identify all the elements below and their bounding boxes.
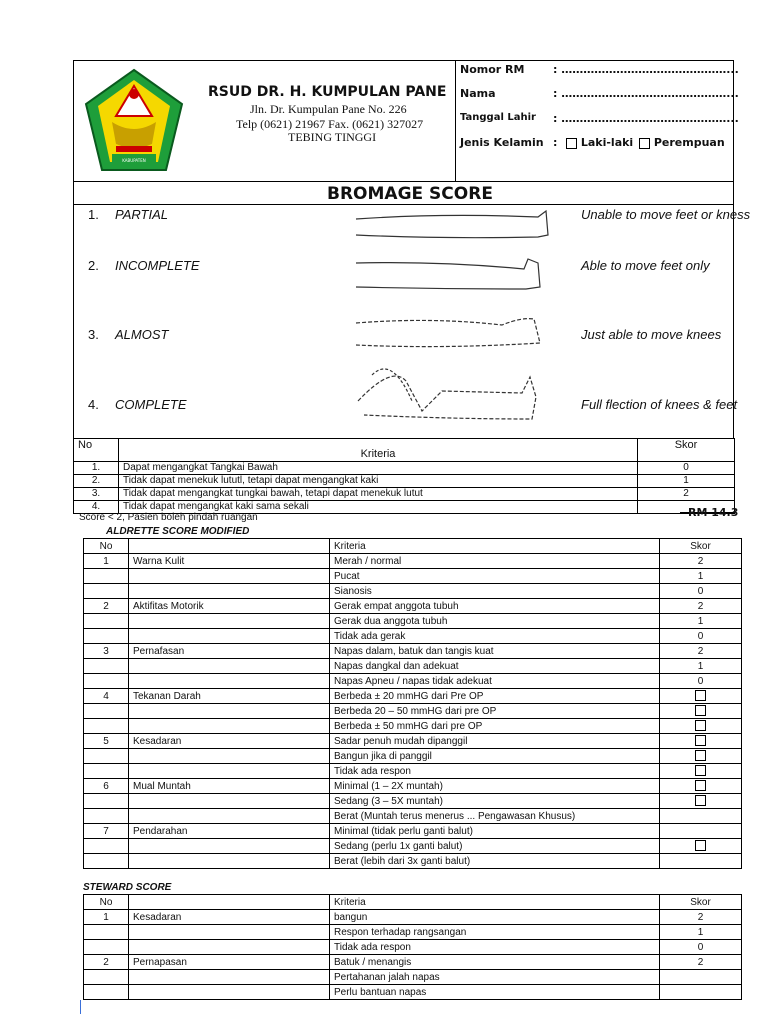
aldrette-head-skor: Skor: [660, 539, 742, 554]
aldrette-row-11-item: [129, 704, 330, 719]
aldrette-row-10-skor[interactable]: [660, 689, 742, 704]
score-checkbox[interactable]: [695, 735, 706, 746]
bromage-desc-3: Just able to move knees: [581, 327, 722, 342]
score-checkbox[interactable]: [695, 705, 706, 716]
bromage-name-3: ALMOST: [115, 327, 169, 342]
steward-row-2-kriteria: Respon terhadap rangsangan: [330, 925, 660, 940]
bromage-criteria-table: [73, 438, 735, 514]
patient-label-gender: Jenis Kelamin: [460, 136, 544, 149]
svg-text:KABUPATEN: KABUPATEN: [122, 158, 146, 163]
steward-row-5-no: [84, 970, 129, 985]
bromage-row-3-skor: 2: [638, 488, 735, 501]
aldrette-row-7-kriteria: Napas dalam, batuk dan tangis kuat: [330, 644, 660, 659]
aldrette-row: [84, 719, 742, 734]
steward-head-item: [129, 895, 330, 910]
aldrette-row-8-kriteria: Napas dangkal dan adekuat: [330, 659, 660, 674]
steward-row-1-kriteria: bangun: [330, 910, 660, 925]
aldrette-row: [84, 824, 742, 839]
patient-field-rm[interactable]: : ………………………………………...: [553, 63, 739, 76]
bromage-note: Score < 2, Pasien boleh pindah ruangan: [79, 512, 258, 523]
aldrette-row-11-kriteria: Berbeda 20 – 50 mmHG dari pre OP: [330, 704, 660, 719]
aldrette-row: [84, 599, 742, 614]
aldrette-row-3-no: [84, 584, 129, 599]
aldrette-row-4-no: 2: [84, 599, 129, 614]
aldrette-row-10-item: Tekanan Darah: [129, 689, 330, 704]
aldrette-row-19-skor: [660, 824, 742, 839]
aldrette-row-17-item: [129, 794, 330, 809]
bromage-head-kriteria: Kriteria: [119, 439, 638, 462]
aldrette-row-12-skor[interactable]: [660, 719, 742, 734]
score-checkbox[interactable]: [695, 780, 706, 791]
aldrette-row-18-kriteria: Berat (Muntah terus menerus ... Pengawasan Khusus): [330, 809, 660, 824]
steward-row-5-kriteria: Pertahanan jalah napas: [330, 970, 660, 985]
steward-row: [84, 970, 742, 985]
bromage-row-3-kriteria: Tidak dapat mengangkat tungkai bawah, tetapi dapat menekuk lutut: [119, 488, 638, 501]
bromage-row-2-skor: 1: [638, 475, 735, 488]
aldrette-head-no: No: [84, 539, 129, 554]
gender-male-option[interactable]: [566, 136, 633, 149]
aldrette-row-17-no: [84, 794, 129, 809]
hospital-city: TEBING TINGGI: [288, 130, 377, 144]
aldrette-row-15-kriteria: Tidak ada respon: [330, 764, 660, 779]
aldrette-row-5-item: [129, 614, 330, 629]
bromage-head-no: No: [74, 439, 119, 462]
aldrette-row-8-no: [84, 659, 129, 674]
steward-row-1-item: Kesadaran: [129, 910, 330, 925]
aldrette-row: [84, 764, 742, 779]
bromage-name-4: COMPLETE: [115, 397, 187, 412]
aldrette-row-8-skor: 1: [660, 659, 742, 674]
hospital-logo: [82, 66, 186, 176]
header-divider: [455, 60, 456, 182]
aldrette-row: [84, 629, 742, 644]
bromage-row-1-no: 1.: [74, 462, 119, 475]
aldrette-row-3-skor: 0: [660, 584, 742, 599]
aldrette-row-13-kriteria: Sadar penuh mudah dipanggil: [330, 734, 660, 749]
aldrette-row: [84, 554, 742, 569]
steward-row-6-kriteria: Perlu bantuan napas: [330, 985, 660, 1000]
steward-row: [84, 955, 742, 970]
steward-row-4-skor: 2: [660, 955, 742, 970]
aldrette-row: [84, 644, 742, 659]
aldrette-row-13-no: 5: [84, 734, 129, 749]
aldrette-row-5-kriteria: Gerak dua anggota tubuh: [330, 614, 660, 629]
aldrette-row-20-item: [129, 839, 330, 854]
aldrette-row-19-item: Pendarahan: [129, 824, 330, 839]
aldrette-row-18-no: [84, 809, 129, 824]
aldrette-row-2-kriteria: Pucat: [330, 569, 660, 584]
aldrette-row-7-item: Pernafasan: [129, 644, 330, 659]
aldrette-row-3-item: [129, 584, 330, 599]
bromage-row-1-skor: 0: [638, 462, 735, 475]
bromage-row-3-no: 3.: [74, 488, 119, 501]
bromage-row-2-kriteria: Tidak dapat menekuk lututl, tetapi dapat mengangkat kaki: [119, 475, 638, 488]
aldrette-row-15-item: [129, 764, 330, 779]
steward-row-5-skor: [660, 970, 742, 985]
bromage-frame-left: [73, 182, 74, 438]
aldrette-row-21-skor: [660, 854, 742, 869]
steward-row-4-kriteria: Batuk / menangis: [330, 955, 660, 970]
aldrette-row-2-no: [84, 569, 129, 584]
aldrette-row-13-item: Kesadaran: [129, 734, 330, 749]
aldrette-row-8-item: [129, 659, 330, 674]
aldrette-row: [84, 734, 742, 749]
aldrette-row-18-skor: [660, 809, 742, 824]
aldrette-row-2-item: [129, 569, 330, 584]
aldrette-row-16-item: Mual Muntah: [129, 779, 330, 794]
score-checkbox[interactable]: [695, 795, 706, 806]
bromage-num-2: 2.: [88, 258, 99, 273]
aldrette-row-11-no: [84, 704, 129, 719]
gender-female-option[interactable]: [639, 136, 725, 149]
aldrette-row: [84, 794, 742, 809]
checkbox-male[interactable]: [566, 138, 577, 149]
aldrette-row-4-skor: 2: [660, 599, 742, 614]
aldrette-row-17-kriteria: Sedang (3 – 5X muntah): [330, 794, 660, 809]
bromage-row-2-no: 2.: [74, 475, 119, 488]
aldrette-row-20-no: [84, 839, 129, 854]
aldrette-row-12-no: [84, 719, 129, 734]
steward-title: STEWARD SCORE: [83, 882, 172, 893]
bromage-num-3: 3.: [88, 327, 99, 342]
steward-head-skor: Skor: [660, 895, 742, 910]
aldrette-row: [84, 689, 742, 704]
aldrette-row-1-item: Warna Kulit: [129, 554, 330, 569]
aldrette-row-21-item: [129, 854, 330, 869]
aldrette-row-1-kriteria: Merah / normal: [330, 554, 660, 569]
steward-row-3-item: [129, 940, 330, 955]
aldrette-row-10-kriteria: Berbeda ± 20 mmHG dari Pre OP: [330, 689, 660, 704]
aldrette-title: ALDRETTE SCORE MODIFIED: [106, 526, 250, 537]
aldrette-row-1-no: 1: [84, 554, 129, 569]
aldrette-row-6-item: [129, 629, 330, 644]
steward-row-3-no: [84, 940, 129, 955]
aldrette-row: [84, 659, 742, 674]
steward-row: [84, 940, 742, 955]
steward-head-kriteria: Kriteria: [330, 895, 660, 910]
aldrette-row: [84, 704, 742, 719]
aldrette-row: [84, 749, 742, 764]
aldrette-row-9-no: [84, 674, 129, 689]
steward-row-2-skor: 1: [660, 925, 742, 940]
aldrette-row-12-item: [129, 719, 330, 734]
aldrette-row: [84, 584, 742, 599]
aldrette-row: [84, 839, 742, 854]
aldrette-row-5-skor: 1: [660, 614, 742, 629]
bromage-name-2: INCOMPLETE: [115, 258, 200, 273]
gender-female-label: Perempuan: [653, 136, 725, 149]
hospital-name: RSUD DR. H. KUMPULAN PANE: [208, 84, 447, 100]
steward-row-2-no: [84, 925, 129, 940]
checkbox-female[interactable]: [639, 138, 650, 149]
steward-row-6-item: [129, 985, 330, 1000]
bromage-title: BROMAGE SCORE: [327, 184, 493, 204]
aldrette-row-21-kriteria: Berat (lebih dari 3x ganti balut): [330, 854, 660, 869]
hospital-phone: Telp (0621) 21967 Fax. (0621) 327027: [236, 117, 424, 131]
aldrette-row-20-kriteria: Sedang (perlu 1x ganti balut): [330, 839, 660, 854]
aldrette-row-14-no: [84, 749, 129, 764]
aldrette-row-10-no: 4: [84, 689, 129, 704]
aldrette-row-21-no: [84, 854, 129, 869]
aldrette-head-item: [129, 539, 330, 554]
score-checkbox[interactable]: [695, 750, 706, 761]
aldrette-row-3-kriteria: Sianosis: [330, 584, 660, 599]
aldrette-row-6-skor: 0: [660, 629, 742, 644]
aldrette-row-14-item: [129, 749, 330, 764]
aldrette-row-12-kriteria: Berbeda ± 50 mmHG dari pre OP: [330, 719, 660, 734]
aldrette-row-4-kriteria: Gerak empat anggota tubuh: [330, 599, 660, 614]
steward-row-3-kriteria: Tidak ada respon: [330, 940, 660, 955]
aldrette-row-4-item: Aktifitas Motorik: [129, 599, 330, 614]
score-checkbox[interactable]: [695, 765, 706, 776]
aldrette-row-16-kriteria: Minimal (1 – 2X muntah): [330, 779, 660, 794]
steward-row-6-no: [84, 985, 129, 1000]
page-margin-mark: [80, 1000, 81, 1014]
patient-label-rm: Nomor RM: [460, 63, 525, 76]
aldrette-row: [84, 569, 742, 584]
aldrette-row-7-skor: 2: [660, 644, 742, 659]
steward-row: [84, 910, 742, 925]
bromage-desc-1: Unable to move feet or kness: [581, 207, 751, 222]
aldrette-head-kriteria: Kriteria: [330, 539, 660, 554]
steward-row-4-no: 2: [84, 955, 129, 970]
aldrette-row-20-skor[interactable]: [660, 839, 742, 854]
steward-row-6-skor: [660, 985, 742, 1000]
aldrette-row-17-skor[interactable]: [660, 794, 742, 809]
aldrette-row-9-skor: 0: [660, 674, 742, 689]
patient-label-nama: Nama: [460, 87, 496, 100]
aldrette-row-6-kriteria: Tidak ada gerak: [330, 629, 660, 644]
aldrette-row: [84, 674, 742, 689]
aldrette-row-5-no: [84, 614, 129, 629]
aldrette-row-19-kriteria: Minimal (tidak perlu ganti balut): [330, 824, 660, 839]
bromage-desc-2: Able to move feet only: [581, 258, 710, 273]
bromage-num-4: 4.: [88, 397, 99, 412]
aldrette-row-11-skor[interactable]: [660, 704, 742, 719]
aldrette-row: [84, 809, 742, 824]
score-checkbox[interactable]: [695, 840, 706, 851]
aldrette-table: [83, 538, 742, 869]
aldrette-row-19-no: 7: [84, 824, 129, 839]
steward-row-1-skor: 2: [660, 910, 742, 925]
patient-label-dob: Tanggal Lahir: [460, 112, 536, 123]
bromage-row-4-kriteria: Tidak dapat mengangkat kaki sama sekali: [119, 501, 638, 514]
steward-head-no: No: [84, 895, 129, 910]
steward-row-1-no: 1: [84, 910, 129, 925]
leg-illustrations: [352, 205, 552, 437]
steward-row: [84, 985, 742, 1000]
bromage-row-1-kriteria: Dapat mengangkat Tangkai Bawah: [119, 462, 638, 475]
hospital-address: Jln. Dr. Kumpulan Pane No. 226: [250, 102, 407, 116]
aldrette-row: [84, 614, 742, 629]
steward-row-4-item: Pernapasan: [129, 955, 330, 970]
aldrette-row-15-skor[interactable]: [660, 764, 742, 779]
aldrette-row-6-no: [84, 629, 129, 644]
aldrette-row-9-kriteria: Napas Apneu / napas tidak adekuat: [330, 674, 660, 689]
aldrette-row-16-skor[interactable]: [660, 779, 742, 794]
bromage-name-1: PARTIAL: [115, 207, 168, 222]
aldrette-row-9-item: [129, 674, 330, 689]
aldrette-row-7-no: 3: [84, 644, 129, 659]
form-code: RM 14.3: [688, 506, 739, 519]
steward-row-2-item: [129, 925, 330, 940]
bromage-num-1: 1.: [88, 207, 99, 222]
aldrette-row-14-skor[interactable]: [660, 749, 742, 764]
aldrette-row-15-no: [84, 764, 129, 779]
aldrette-row: [84, 779, 742, 794]
steward-row-3-skor: 0: [660, 940, 742, 955]
gender-male-label: Laki-laki: [580, 136, 634, 149]
bromage-row-4-no: 4.: [74, 501, 119, 514]
aldrette-row-14-kriteria: Bangun jika di panggil: [330, 749, 660, 764]
patient-field-nama[interactable]: : ………………………………………...: [553, 87, 739, 100]
steward-table: [83, 894, 742, 1000]
score-checkbox[interactable]: [695, 690, 706, 701]
aldrette-row: [84, 854, 742, 869]
aldrette-row-13-skor[interactable]: [660, 734, 742, 749]
patient-field-dob[interactable]: : ………………………………………...: [553, 112, 739, 125]
bromage-desc-4: Full flection of knees & feet: [581, 397, 738, 412]
steward-row-5-item: [129, 970, 330, 985]
steward-row: [84, 925, 742, 940]
aldrette-row-16-no: 6: [84, 779, 129, 794]
aldrette-row-2-skor: 1: [660, 569, 742, 584]
patient-gender-colon: :: [553, 136, 558, 149]
aldrette-row-18-item: [129, 809, 330, 824]
score-checkbox[interactable]: [695, 720, 706, 731]
aldrette-row-1-skor: 2: [660, 554, 742, 569]
bromage-head-skor: Skor: [638, 439, 735, 462]
